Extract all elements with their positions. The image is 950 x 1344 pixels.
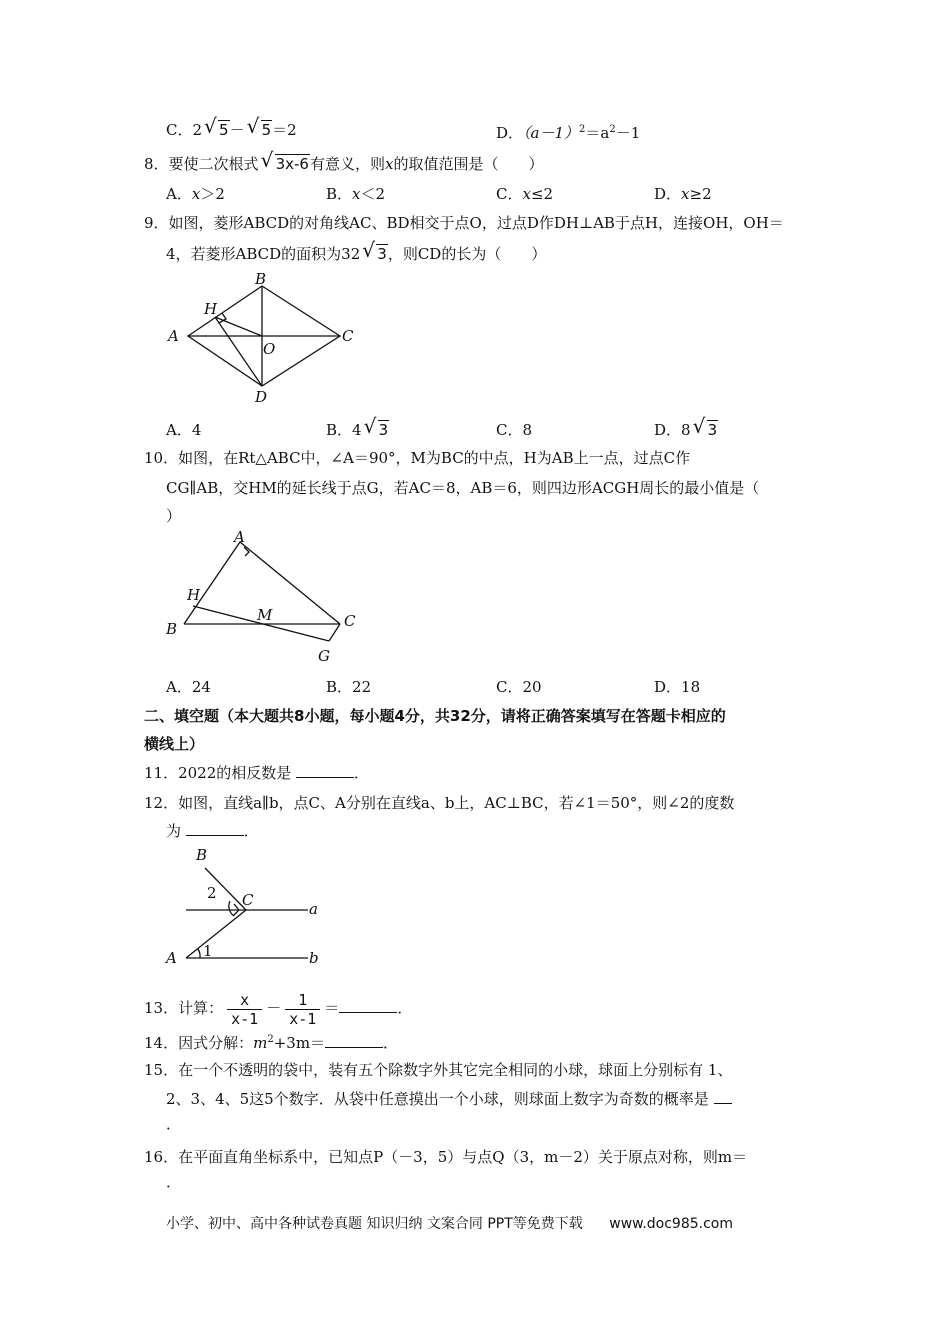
section-2-heading-line-1: 二、填空题（本大题共8小题，每小题4分，共32分，请将正确答案填写在答题卡相应的 — [144, 707, 726, 725]
answer-blank — [296, 763, 354, 778]
q8-option-c: C．x≤2 — [496, 185, 554, 203]
q10-option-d: D．18 — [654, 678, 701, 696]
question-8: 8．要使二次根式 √ 3x-6有意义，则x的取值范围是（ ） — [144, 148, 544, 173]
q9-option-d: D．8 √ 3 — [654, 414, 718, 439]
q10-option-a: A．24 — [166, 678, 211, 696]
label-c: C — [242, 891, 254, 909]
q7-option-d: D．$(a-1)^2=a^2-1$ — [496, 124, 641, 142]
q7-option-c: C．2 √ 5－ √ 5＝2 — [166, 114, 297, 139]
question-9-line-1: 9．如图，菱形ABCD的对角线AC、BD相交于点O，过点D作DH⊥AB于点H，连接OH，OH＝ — [144, 214, 784, 232]
label-g: G — [318, 647, 330, 665]
label-h: H — [204, 300, 218, 318]
question-16-line-2: ． — [166, 1173, 182, 1191]
label-o: O — [263, 340, 276, 358]
q9-option-a: A．4 — [166, 421, 202, 439]
question-14: 14．因式分解：$m^2+3m=$ ． — [144, 1034, 399, 1052]
sqrt-symbol: √ 3 — [363, 414, 389, 439]
fraction: $\frac{x}{x-1}$ — [227, 991, 262, 1028]
answer-blank — [186, 821, 244, 836]
fraction: $\frac{1}{x-1}$ — [285, 991, 320, 1028]
question-12-line-2: 为 ． — [166, 822, 259, 840]
label-b: B — [255, 270, 267, 288]
sqrt-symbol: √ 3 — [692, 414, 718, 439]
parallel-lines-figure — [160, 844, 340, 974]
label-a: A — [234, 528, 245, 546]
question-13: 13．计算： $\frac{x}{x-1}$ － $\frac{1}{x-1}$ ＝ ． — [144, 990, 413, 1028]
footer-text: 小学、初中、高中各种试卷真题 知识归纳 文案合同 PPT等免费下载 — [166, 1216, 583, 1232]
question-11: 11．2022的相反数是 ． — [144, 764, 370, 782]
label-a-point: A — [166, 949, 177, 967]
sqrt-symbol: √ 3x-6 — [260, 148, 309, 173]
label-d: D — [255, 388, 268, 406]
angle-label-1: 1 — [203, 942, 213, 960]
question-10-line-2: CG∥AB，交HM的延长线于点G，若AC＝8，AB＝6，则四边形ACGH周长的最小值是（ — [166, 479, 760, 497]
q8-option-a: A．x＞2 — [166, 185, 225, 203]
label-h: H — [187, 586, 201, 604]
q8-option-b: B．x＜2 — [326, 185, 386, 203]
label-m: M — [257, 606, 273, 624]
question-10-line-3: ） — [166, 507, 182, 525]
triangle-figure — [160, 528, 370, 668]
sqrt-symbol: √ 5 — [246, 114, 272, 139]
question-12-line-1: 12．如图，直线a∥b，点C、A分别在直线a、b上，AC⊥BC，若∠1＝50°，则∠2的度数 — [144, 794, 735, 812]
question-16-line-1: 16．在平面直角坐标系中，已知点P（－3，5）与点Q（3，m－2）关于原点对称，则m＝ — [144, 1148, 748, 1166]
page-footer — [166, 1213, 733, 1233]
answer-blank — [339, 998, 397, 1013]
q9-option-b: B．4 √ 3 — [326, 414, 389, 439]
question-15-line-2: 2、3、4、5这5个数字．从袋中任意摸出一个小球，则球面上数字为奇数的概率是 — [166, 1089, 732, 1109]
sqrt-symbol: √ 5 — [204, 114, 229, 139]
q8-option-d: D．x≥2 — [654, 185, 712, 203]
sqrt-symbol: √ 3 — [362, 238, 387, 263]
q10-option-b: B．22 — [326, 678, 372, 696]
label-c: C — [342, 327, 354, 345]
label-b: B — [196, 846, 208, 864]
angle-label-2: 2 — [207, 884, 217, 902]
question-10-line-1: 10．如图，在Rt△ABC中，∠A＝90°，M为BC的中点，H为AB上一点，过点C作 — [144, 449, 691, 467]
rhombus-figure — [160, 268, 360, 408]
label-line-b: b — [309, 949, 319, 967]
label-a: A — [168, 327, 179, 345]
q9-option-c: C．8 — [496, 421, 533, 439]
label-b: B — [166, 620, 178, 638]
q10-option-c: C．20 — [496, 678, 542, 696]
label-c: C — [344, 612, 356, 630]
question-15-line-3: ． — [166, 1115, 182, 1133]
answer-blank — [325, 1033, 383, 1048]
answer-blank — [714, 1089, 732, 1104]
label-line-a: a — [309, 900, 318, 918]
question-9-line-2: 4，若菱形ABCD的面积为32 √ 3，则CD的长为（ ） — [166, 238, 547, 263]
section-2-heading-line-2: 横线上） — [144, 735, 205, 753]
question-15-line-1: 15．在一个不透明的袋中，装有五个除数字外其它完全相同的小球，球面上分别标有 1、 — [144, 1061, 733, 1079]
footer-url[interactable]: www.doc985.com — [609, 1216, 733, 1232]
